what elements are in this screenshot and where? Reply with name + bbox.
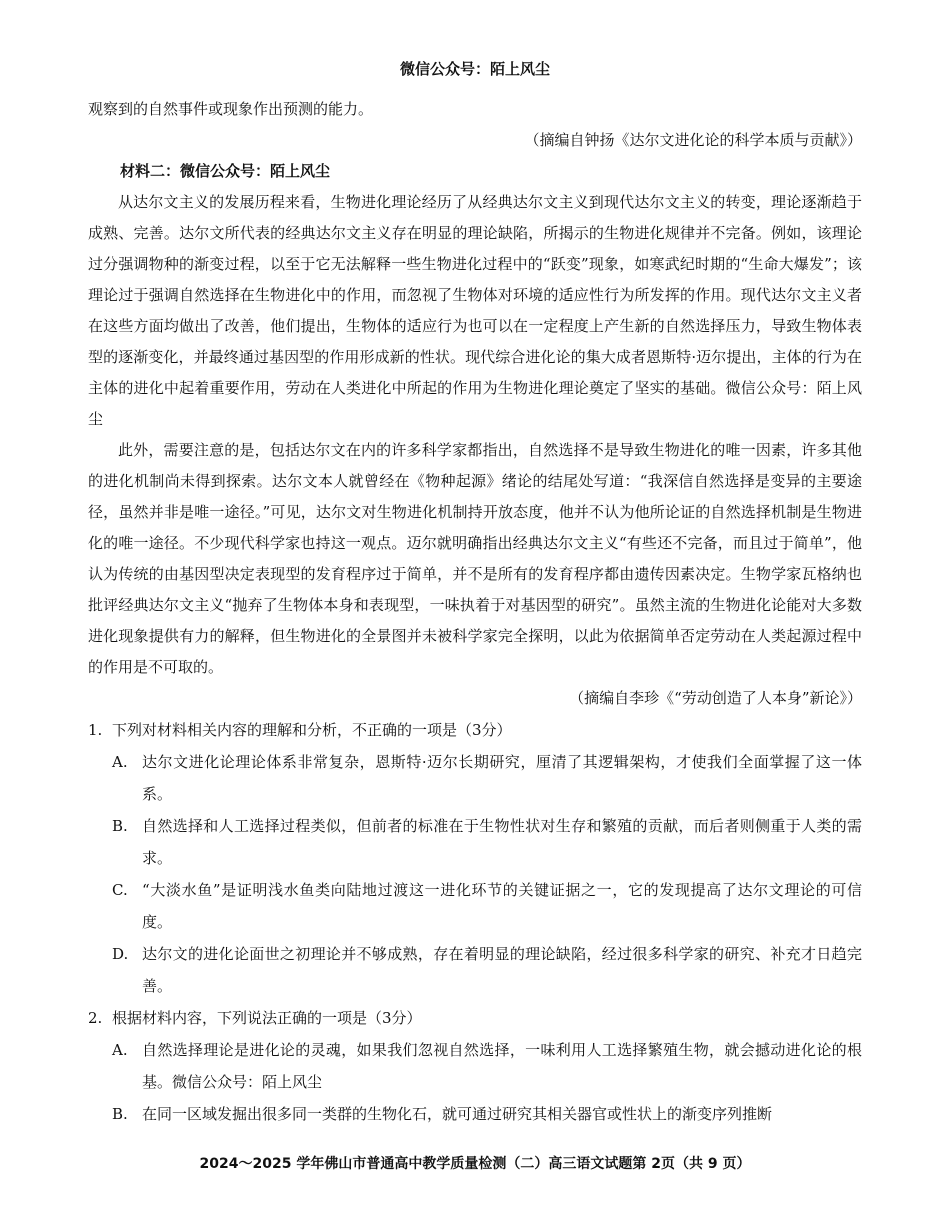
option-text: “大淡水鱼”是证明浅水鱼类向陆地过渡这一进化环节的关键证据之一，它的发现提高了达尔文理论的可信度。 [142,881,862,931]
option-label: D. [112,945,129,963]
option-label: C. [112,881,128,899]
option-a [88,1034,862,1098]
option-text: 自然选择和人工选择过程类似，但前者的标准在于生物性状对生存和繁殖的贡献，而后者则侧重于人类的需求。 [142,817,862,867]
question-text: 根据材料内容，下列说法正确的一项是（3分） [112,1009,422,1027]
page-header: 微信公众号：陌上风尘 [399,60,550,78]
passage-paragraph-2: 此外，需要注意的是，包括达尔文在内的许多科学家都指出，自然选择不是导致生物进化的唯一因素，许多其他的进化机制尚未得到探索。达尔文本人就曾经在《物种起源》绪论的结尾处写道：“我深信自然选择是变异的主要途径，虽然并非是唯一途径。”可见，达尔文对生物进化机制持开放态度，他并不认为他所论证的自然选择机制是生物进化的唯一途径。不少现代科学家也持这一观点。迈尔就明确指出经典达尔文主义“有些还不完备，而且过于简单”，他认为传统的由基因型决定表现型的发育程序过于简单，并不是所有的发育程序都由遗传因素决定。生物学家瓦格纳也批评经典达尔文主义“抛弃了生物体本身和表现型，一味执着于对基因型的研究”。虽然主流的生物进化论能对大多数进化现象提供有力的解释，但生物进化的全景图并未被科学家完全探明，以此为依据简单否定劳动在人类起源过程中的作用是不可取的。 [88,441,862,676]
option-d [88,938,862,1002]
page-content [88,94,862,1130]
page-footer: 2024～2025 学年佛山市普通高中教学质量检测（二）高三语文试题第 2页（共 9 页） [199,1156,751,1172]
option-label: A. [112,1041,128,1059]
option-text: 自然选择理论是进化论的灵魂，如果我们忽视自然选择，一味利用人工选择繁殖生物，就会撼动进化论的根基。微信公众号：陌上风尘 [142,1041,862,1091]
option-label: B. [112,1105,128,1123]
option-label: B. [112,817,128,835]
option-a [88,746,862,810]
material-2-heading: 材料二：微信公众号：陌上风尘 [120,162,331,180]
question-2 [88,1002,862,1130]
option-text: 达尔文的进化论面世之初理论并不够成熟，存在着明显的理论缺陷，经过很多科学家的研究、补充才日趋完善。 [142,945,862,995]
question-stem [88,714,862,746]
option-text: 在同一区域发掘出很多同一类群的生物化石，就可通过研究其相关器官或性状上的渐变序列推断 [142,1105,773,1123]
passage-paragraph-1: 从达尔文主义的发展历程来看，生物进化理论经历了从经典达尔文主义到现代达尔文主义的转变，理论逐渐趋于成熟、完善。达尔文所代表的经典达尔文主义存在明显的理论缺陷，所揭示的生物进化规律并不完备。例如，该理论过分强调物种的渐变过程，以至于它无法解释一些生物进化过程中的“跃变”现象，如寒武纪时期的“生命大爆发”；该理论过于强调自然选择在生物进化中的作用，而忽视了生物体对环境的适应性行为所发挥的作用。现代达尔文主义者在这些方面均做出了改善，他们提出，生物体的适应行为也可以在一定程度上产生新的自然选择压力，导致生物体表型的逐渐变化，并最终通过基因型的作用形成新的性状。现代综合进化论的集大成者恩斯特·迈尔提出，主体的行为在主体的进化中起着重要作用，劳动在人类进化中所起的作用为生物进化理论奠定了坚实的基础。微信公众号：陌上风尘 [88,193,862,428]
option-c [88,874,862,938]
question-number: 2. [88,1009,103,1027]
option-text: 达尔文进化论理论体系非常复杂，恩斯特·迈尔长期研究，厘清了其逻辑架构，才使我们全面掌握了这一体系。 [142,753,862,803]
source-citation-1: （摘编自钟扬《达尔文进化论的科学本质与贡献》） [524,131,862,149]
option-label: A. [112,753,128,771]
question-number: 1. [88,721,103,739]
question-text: 下列对材料相关内容的理解和分析，不正确的一项是（3分） [112,721,512,739]
option-b [88,810,862,874]
passage-carry-line: 观察到的自然事件或现象作出预测的能力。 [88,100,374,118]
question-stem [88,1002,862,1034]
question-1 [88,714,862,1002]
option-b [88,1098,862,1130]
source-citation-2: （摘编自李珍《“劳动创造了人本身”新论》） [569,689,862,707]
